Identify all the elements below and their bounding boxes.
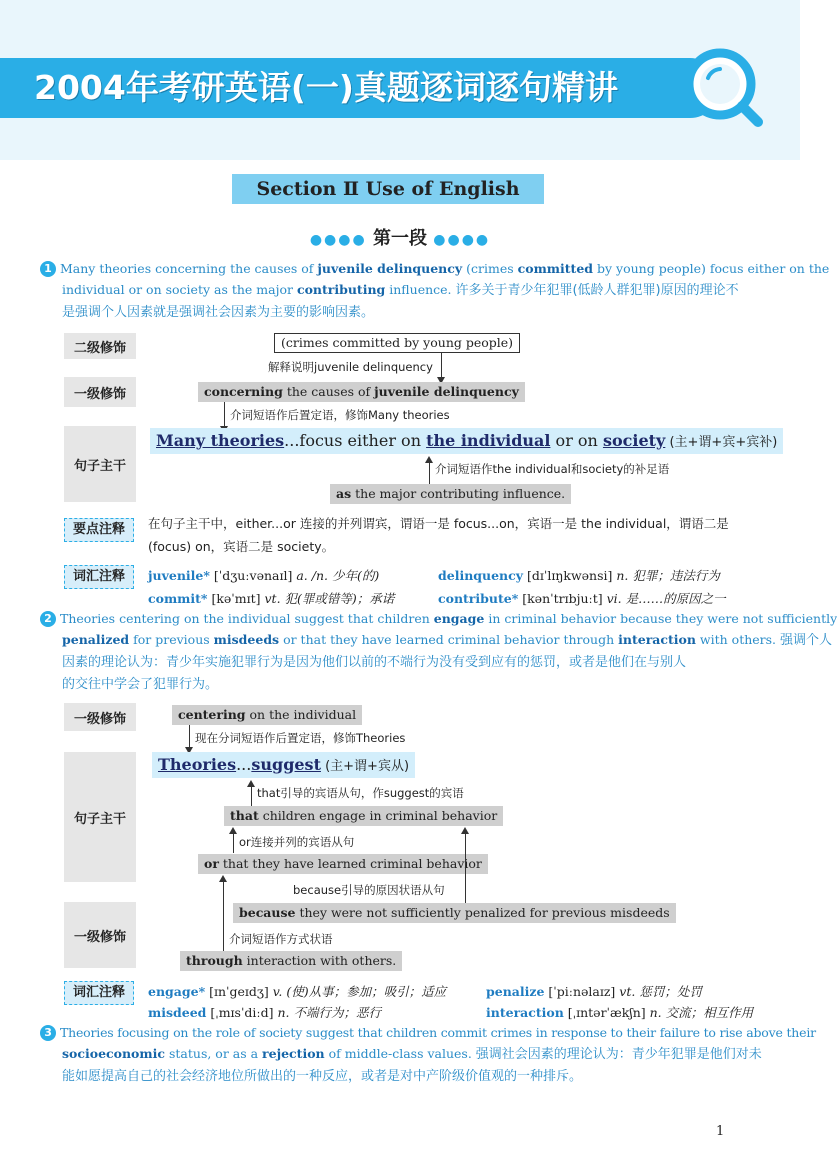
phrase-because [233,903,676,923]
connector-line [224,402,225,428]
s1-text: individual or on society as the major [62,282,297,297]
dots-decoration-left: ●●●● [309,232,367,248]
s3-text: of middle-class values. [324,1046,476,1061]
phrase-through [180,951,402,971]
label-vocab: 词汇注释 [64,981,134,1005]
vocab-phonetic: [kənˈtrɪbjuːt] [522,591,603,606]
vocab-definition: vi. 是……的原因之一 [606,591,726,606]
phrase-text: the causes of [282,384,375,399]
sentence-2-line-2 [40,629,833,651]
paragraph-heading-text: 第一段 [373,228,427,249]
label-first-modifier: 一级修饰 [64,902,136,968]
main-subject: Theories [158,755,237,774]
vocab-definition: n. 不端行为；恶行 [277,1005,381,1020]
phrase-centering [172,705,362,725]
s1-text: influence. [385,282,456,297]
phrase-keyword: or [204,856,219,871]
vocab-word: delinquency [438,568,524,583]
label-first-modifier: 一级修饰 [64,377,136,407]
phrase-or [198,854,488,874]
vocab-word: penalize [486,984,545,999]
s1-text: by young people) focus either on the [593,261,830,276]
sentence-1 [40,258,830,323]
s3-translation: 能如愿提高自己的社会经济地位所做出的一种反应，或者是对中产阶级价值观的一种排斥。 [62,1069,583,1084]
s3-keyword: socioeconomic [62,1046,165,1061]
sentence-3-line-1 [40,1022,816,1043]
phrase-text: children engage in criminal behavior [258,808,498,823]
phrase-keyword: that [230,808,259,823]
label-main-clause: 句子主干 [64,752,136,882]
keypoint-note [148,512,764,558]
s2-text: or that they have learned criminal behavior through [279,632,619,647]
vocab-definition: n. 交流；相互作用 [649,1005,754,1020]
s2-text: with others. [695,632,781,647]
s1-text: (crimes [462,261,518,276]
s2-keyword: interaction [618,632,696,647]
magnifier-icon [680,44,766,130]
main-verb: suggest [251,755,321,774]
s3-keyword: rejection [262,1046,325,1061]
phrase-keyword: concerning [204,384,283,399]
s2-keyword: misdeeds [213,632,280,647]
sentence-3 [40,1022,816,1087]
phrase-keyword: because [239,905,296,920]
vocab-definition: v. (使)从事；参加；吸引；适应 [272,984,447,999]
connector-line [465,831,466,903]
s2-translation: 因素的理论认为：青少年实施犯罪行为是因为他们以前的不端行为没有受到应有的惩罚，或者是他们在与别人 [62,655,687,670]
s1-translation: 是强调个人因素就是强调社会因素为主要的影响因素。 [62,305,375,320]
phrase-crimes: (crimes committed by young people) [274,333,520,353]
sentence-2-line-4 [40,673,762,695]
phrase-keyword: through [186,953,243,968]
sentence-2-line-1 [40,608,837,629]
phrase-keyword: as [336,486,352,501]
phrase-concerning [198,382,525,402]
annotation-because: because引导的原因状语从句 [293,883,445,897]
vocab-phonetic: [ˈpiːnəlaɪz] [548,984,616,999]
annotation-or: or连接并列的宾语从句 [239,835,355,849]
s1-keyword: contributing [296,282,386,297]
phrase-text: interaction with others. [242,953,397,968]
vocab-phonetic: [kəˈmɪt] [211,591,261,606]
sentence-number-2: 2 [40,611,56,627]
s1-translation: 许多关于青少年犯罪(低龄人群犯罪)原因的理论不 [455,283,739,298]
structure-note: (主+谓+宾从) [320,759,410,774]
phrase-keyword: juvenile delinquency [374,384,519,399]
vocab-entry [148,589,394,607]
phrase-keyword: centering [178,707,246,722]
section-heading: Section Ⅱ Use of English [256,178,520,200]
vocab-word: interaction [486,1005,564,1020]
vocab-phonetic: [ɪnˈgeɪdʒ] [209,984,269,999]
main-subject: Many theories [156,431,285,450]
vocab-entry [486,1003,753,1021]
phrase-text: they were not sufficiently penalized for previous misdeeds [295,905,670,920]
structure-note: (主+谓+宾+宾补) [665,435,778,450]
sentence-2-line-3 [40,651,762,673]
label-vocab: 词汇注释 [64,565,134,589]
annotation-centering: 现在分词短语作后置定语，修饰Theories [195,731,406,745]
sentence-3-line-3 [40,1065,762,1087]
s2-text: Theories centering on the individual suggest that children [60,611,434,626]
vocab-phonetic: [ˌmɪsˈdiːd] [210,1005,274,1020]
main-clause-2 [152,752,415,778]
vocab-entry [438,566,720,584]
s2-keyword: engage [433,611,485,626]
phrase-that [224,806,503,826]
sentence-1-line-1 [40,258,830,279]
sentence-3-line-2 [40,1043,762,1065]
s1-keyword: juvenile delinquency [317,261,463,276]
vocab-phonetic: [dɪˈlɪŋkwənsi] [527,568,613,583]
phrase-text: that they have learned criminal behavior [218,856,482,871]
s2-text: in criminal behavior because they were not sufficiently [484,611,837,626]
connector-line [223,879,224,951]
label-keypoint: 要点注释 [64,518,134,542]
s3-translation: 强调社会因素的理论认为：青少年犯罪是他们对未 [475,1047,762,1062]
annotation-that: that引导的宾语从句，作suggest的宾语 [257,786,464,800]
vocab-word: misdeed [148,1005,207,1020]
connector-line [251,784,252,806]
vocab-word: juvenile* [148,568,210,583]
keypoint-line-1: 在句子主干中，either...or 连接的并列谓宾，谓语一是 focus...on，宾语一是 the individual，谓语二是 [148,516,729,531]
vocab-phonetic: [ˈdʒuːvənaɪl] [213,568,293,583]
label-second-modifier: 二级修饰 [64,333,136,359]
vocab-entry [438,589,726,607]
vocab-definition: n. 犯罪；违法行为 [616,568,720,583]
s2-translation: 强调个人 [780,633,833,648]
dots-decoration-right: ●●●● [433,232,491,248]
annotation-through: 介词短语作方式状语 [229,932,333,946]
s3-text: Theories focusing on the role of society suggest that children commit crimes in response to their failure to rise above their [60,1025,816,1040]
connector-line [429,460,430,484]
connector-line [233,831,234,853]
sentence-number-1: 1 [40,261,56,277]
s1-text: Many theories concerning the causes of [60,261,318,276]
vocab-word: contribute* [438,591,519,606]
main-ellipsis: ... [236,755,252,774]
vocab-entry [486,982,702,1000]
vocab-word: engage* [148,984,206,999]
label-first-modifier: 一级修饰 [64,703,136,731]
s3-text: status, or as a [165,1046,263,1061]
connector-line [441,353,442,377]
s1-keyword: committed [517,261,594,276]
main-object: society [602,431,666,450]
main-verb: ...focus either on [284,431,427,450]
sentence-number-3: 3 [40,1025,56,1041]
vocab-definition: a. /n. 少年(的) [296,568,380,583]
sentence-2 [40,608,837,695]
keypoint-line-2: (focus) on，宾语二是 society。 [148,539,335,554]
phrase-text: the major contributing influence. [351,486,566,501]
s2-text: for previous [129,632,214,647]
vocab-definition: vt. 惩罚；处罚 [619,984,702,999]
vocab-definition: vt. 犯(罪或错等)；承诺 [264,591,395,606]
phrase-as [330,484,571,504]
sentence-1-line-2 [40,279,762,301]
annotation-concerning: 介词短语作后置定语，修饰Many theories [230,408,450,422]
page-number: 1 [716,1124,725,1139]
annotation-as: 介词短语作the individual和society的补足语 [435,462,670,476]
main-clause-1 [150,428,783,454]
annotation-crimes: 解释说明juvenile delinquency [268,360,433,374]
vocab-entry [148,566,379,584]
page-title: 2004年考研英语(一)真题逐词逐句精讲 [34,68,619,107]
vocab-entry [148,1003,381,1021]
s2-keyword: penalized [62,632,130,647]
main-object: the individual [426,431,551,450]
s2-translation: 的交往中学会了犯罪行为。 [62,677,219,692]
vocab-word: commit* [148,591,208,606]
phrase-text: on the individual [245,707,357,722]
main-connector: or on [550,431,603,450]
connector-line [189,725,190,749]
paragraph-heading [300,224,500,248]
label-main-clause: 句子主干 [64,426,136,502]
vocab-entry [148,982,446,1000]
sentence-1-line-3 [40,301,762,323]
vocab-phonetic: [ˌɪntərˈækʃn] [567,1005,646,1020]
